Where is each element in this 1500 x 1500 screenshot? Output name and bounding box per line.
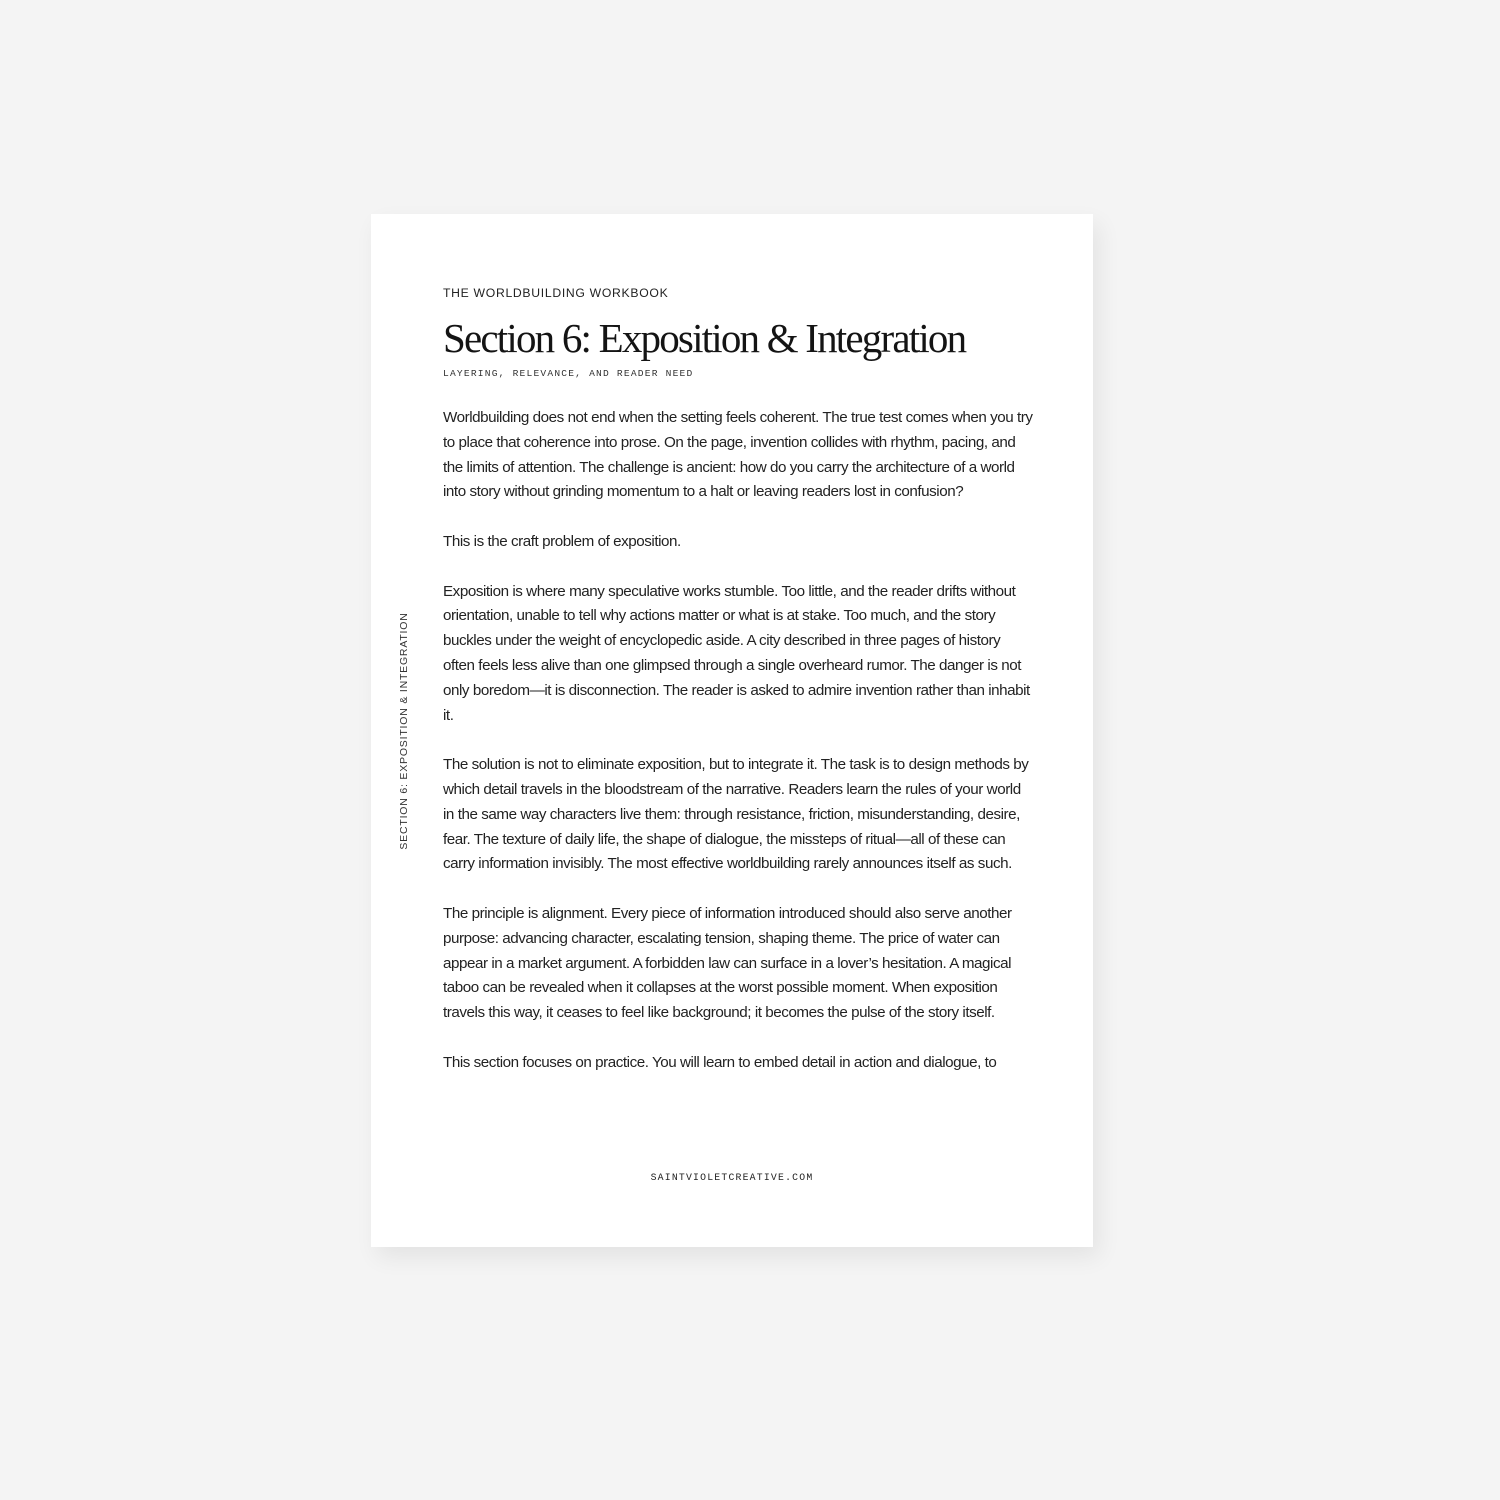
paragraph: The principle is alignment. Every piece of information introduced should also serve another purpose: advancing character, escalating tension, shaping theme. The price of water can appear in a market argument. A forbidden law can surface in a lover’s hesitation. A magical taboo can be revealed when it collapses at the worst possible moment. When exposition travels this way, it ceases to feel like background; it becomes the pulse of the story itself. bbox=[443, 904, 1012, 1022]
paragraph: This is the craft problem of exposition. bbox=[443, 532, 681, 550]
document-page bbox=[371, 214, 1093, 1247]
paragraph: The solution is not to eliminate exposition, but to integrate it. The task is to design methods by which detail travels in the bloodstream of the narrative. Readers learn the rules of your world in the same way characters live them: through resistance, friction, misunderstanding, desire, fear. The texture of daily life, the shape of dialogue, the missteps of ritual—all of these can carry information invisibly. The most effective worldbuilding rarely announces itself as such. bbox=[443, 756, 1029, 873]
running-header: THE WORLDBUILDING WORKBOOK bbox=[443, 286, 669, 300]
footer-url: SAINTVIOLETCREATIVE.COM bbox=[650, 1172, 814, 1183]
paragraph: Worldbuilding does not end when the setting feels coherent. The true test comes when you try to place that coherence into prose. On the page, invention collides with rhythm, pacing, and the limits of attention. The challenge is ancient: how do you carry the architecture of a world into story without grinding momentum to a halt or leaving readers lost in confusion? bbox=[443, 409, 1033, 501]
body-text bbox=[443, 406, 1033, 1100]
side-section-label: SECTION 6: EXPOSITION & INTEGRATION bbox=[398, 612, 410, 850]
page-title: Section 6: Exposition & Integration bbox=[443, 315, 966, 361]
paragraph: Exposition is where many speculative works stumble. Too little, and the reader drifts without orientation, unable to tell why actions matter or what is at stake. Too much, and the story buckles under the weight of encyclopedic aside. A city described in three pages of history often feels less alive than one glimpsed through a single overheard rumor. The danger is not only boredom—it is disconnection. The reader is asked to admire invention rather than inhabit it. bbox=[443, 582, 1030, 724]
paragraph: This section focuses on practice. You will learn to embed detail in action and dialogue, to bbox=[443, 1053, 997, 1071]
page-subtitle: LAYERING, RELEVANCE, AND READER NEED bbox=[443, 368, 694, 379]
